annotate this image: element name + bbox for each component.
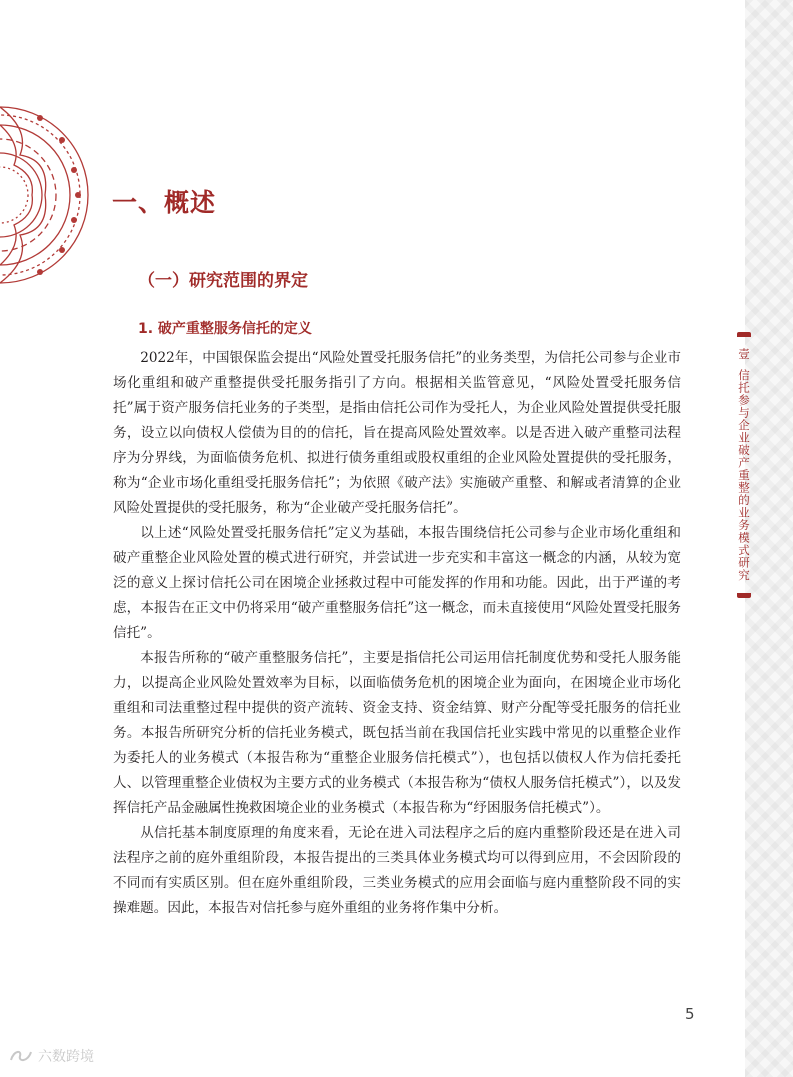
bracket-top-icon — [737, 332, 751, 337]
decorative-medallion-ornament — [0, 100, 90, 290]
watermark-text: 六数跨境 — [38, 1049, 94, 1065]
page-number: 5 — [685, 1005, 695, 1023]
bracket-bottom-icon — [737, 593, 751, 598]
side-tab-number: 壹 — [738, 347, 750, 361]
body-text — [113, 346, 681, 921]
watermark — [8, 1046, 94, 1066]
subsection-title: 1. 破产重整服务信托的定义 — [138, 321, 312, 337]
paragraph: 本报告所称的“破产重整服务信托”，主要是指信托公司运用信托制度优势和受托人服务能力，以提高企业风险处置效率为目标，以面临债务危机的困境企业为面向，在困境企业市场化重组和司法重整过程中提供的资产流转、资金支持、资金结算、财产分配等受托服务的信托业务。本报告所研究分析的信托业务模式，既包括当前在我国信托业实践中常见的以重整企业作为委托人的业务模式（本报告称为“重整企业服务信托模式”），也包括以债权人作为信托委托人、以管理重整企业债权为主要方式的业务模式（本报告称为“债权人服务信托模式”），以及发挥信托产品金融属性挽救困境企业的业务模式（本报告称为“纾困服务信托模式”）。 — [113, 650, 681, 816]
side-tab-text: 信托参与企业破产重整的业务模式研究 — [737, 369, 751, 582]
chapter-title: 一、概述 — [112, 188, 217, 217]
paragraph: 以上述“风险处置受托服务信托”定义为基础，本报告围绕信托公司参与企业市场化重组和破产重整企业风险处置的模式进行研究，并尝试进一步充实和丰富这一概念的内涵，从较为宽泛的意义上探讨信托公司在困境企业拯救过程中可能发挥的作用和功能。因此，出于严谨的考虑，本报告在正文中仍将采用“破产重整服务信托”这一概念，而未直接使用“风险处置受托服务信托”。 — [113, 525, 681, 641]
paragraph: 从信托基本制度原理的角度来看，无论在进入司法程序之后的庭内重整阶段还是在进入司法程序之前的庭外重组阶段，本报告提出的三类具体业务模式均可以得到应用，不会因阶段的不同而有实质区别。但在庭外重组阶段，三类业务模式的应用会面临与庭内重整阶段不同的实操难题。因此，本报告对信托参与庭外重组的业务将作集中分析。 — [113, 825, 681, 916]
watermark-logo-icon — [8, 1048, 34, 1064]
paragraph: 2022年，中国银保监会提出“风险处置受托服务信托”的业务类型，为信托公司参与企业市场化重组和破产重整提供受托服务指引了方向。根据相关监管意见，“风险处置受托服务信托”属于资产服务信托业务的子类型，是指由信托公司作为受托人，为企业风险处置提供受托服务，设立以向债权人偿债为目的的信托，旨在提高风险处置效率。以是否进入破产重整司法程序为分界线，为面临债务危机、拟进行债务重组或股权重组的企业风险处置提供的受托服务，称为“企业市场化重组受托服务信托”；为依照《破产法》实施破产重整、和解或者清算的企业风险处置提供的受托服务，称为“企业破产受托服务信托”。 — [113, 350, 681, 516]
section-title: （一）研究范围的界定 — [138, 271, 308, 291]
chapter-side-tab — [734, 332, 754, 598]
